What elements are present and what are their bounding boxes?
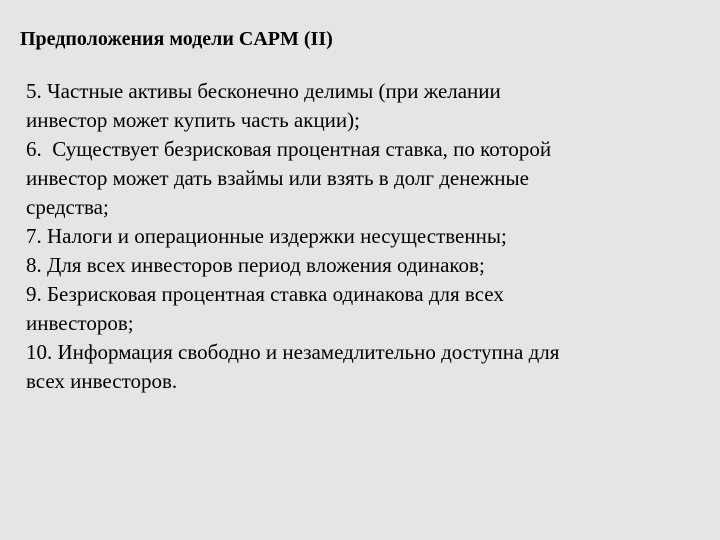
slide-title: Предположения модели CAPM (II) bbox=[20, 28, 333, 50]
text-line: инвестор может дать взаймы или взять в долг денежные bbox=[26, 166, 529, 190]
text-line: 8. Для всех инвесторов период вложения одинаков; bbox=[26, 253, 485, 277]
text-line: 9. Безрисковая процентная ставка одинакова для всех bbox=[26, 282, 504, 306]
text-line: 5. Частные активы бесконечно делимы (при желании bbox=[26, 79, 501, 103]
text-line: 6. Существует безрисковая процентная ставка, по которой bbox=[26, 137, 552, 161]
text-line: 7. Налоги и операционные издержки несущественны; bbox=[26, 224, 507, 248]
text-line: всех инвесторов. bbox=[26, 369, 178, 393]
assumptions-text bbox=[26, 77, 696, 396]
text-line: инвесторов; bbox=[26, 311, 134, 335]
text-line: инвестор может купить часть акции); bbox=[26, 108, 360, 132]
text-line: 10. Информация свободно и незамедлительно доступна для bbox=[26, 340, 560, 364]
text-line: средства; bbox=[26, 195, 109, 219]
